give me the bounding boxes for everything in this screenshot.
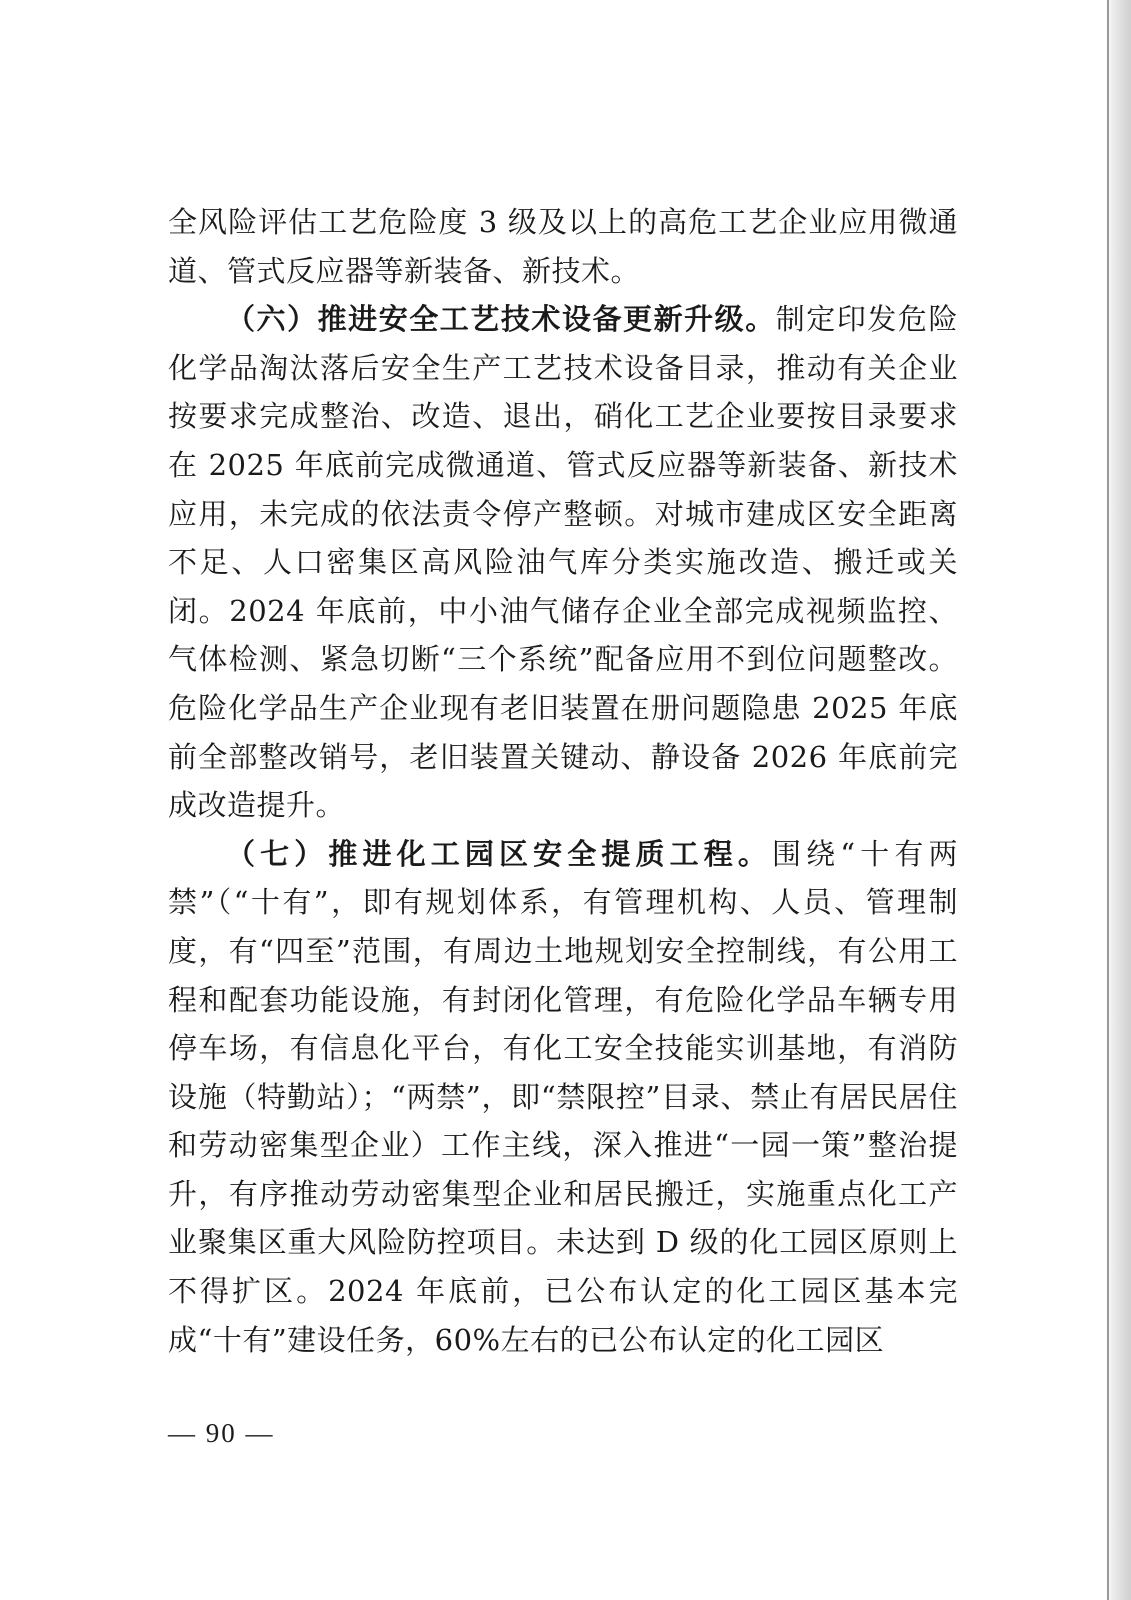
paragraph-section-7 <box>168 830 958 1365</box>
paragraph-continuation <box>168 198 958 295</box>
paragraph-section-6 <box>168 295 958 830</box>
paragraph-text: 围绕“十有两禁”（“十有”，即有规划体系，有管理机构、人员、管理制度，有“四至”范围，有周边土地规划安全控制线，有公用工程和配套功能设施，有封闭化管理，有危险化学品车辆专用停车场，有信息化平台，有化工安全技能实训基地，有消防设施（特勤站）；“两禁”，即“禁限控”目录、禁止有居民居住和劳动密集型企业）工作主线，深入推进“一园一策”整治提升，有序推动劳动密集型企业和居民搬迁，实施重点化工产业聚集区重大风险防控项目。未达到 D 级的化工园区原则上不得扩区。2024 年底前，已公布认定的化工园区基本完成“十有”建设任务，60%左右的已公布认定的化工园区 <box>168 836 958 1357</box>
section-heading-6: （六）推进安全工艺技术设备更新升级。 <box>226 302 776 337</box>
page-number: — 90 — <box>168 1418 275 1448</box>
paragraph-text: 制定印发危险化学品淘汰落后安全生产工艺技术设备目录，推动有关企业按要求完成整治、改造、退出，硝化工艺企业要按目录要求在 2025 年底前完成微通道、管式反应器等新装备、新技术应用，未完成的依法责令停产整顿。对城市建成区安全距离不足、人口密集区高风险油气库分类实施改造、搬迁或关闭。2024 年底前，中小油气储存企业全部完成视频监控、气体检测、紧急切断“三个系统”配备应用不到位问题整改。危险化学品生产企业现有老旧装置在册问题隐患 2025 年底前全部整改销号，老旧装置关键动、静设备 2026 年底前完成改造提升。 <box>168 302 958 823</box>
paragraph-text: 全风险评估工艺危险度 3 级及以上的高危工艺企业应用微通道、管式反应器等新装备、新技术。 <box>168 205 958 288</box>
scan-binding-line <box>1107 0 1109 1600</box>
section-heading-7: （七）推进化工园区安全提质工程。 <box>226 836 773 871</box>
document-body <box>168 198 958 1364</box>
